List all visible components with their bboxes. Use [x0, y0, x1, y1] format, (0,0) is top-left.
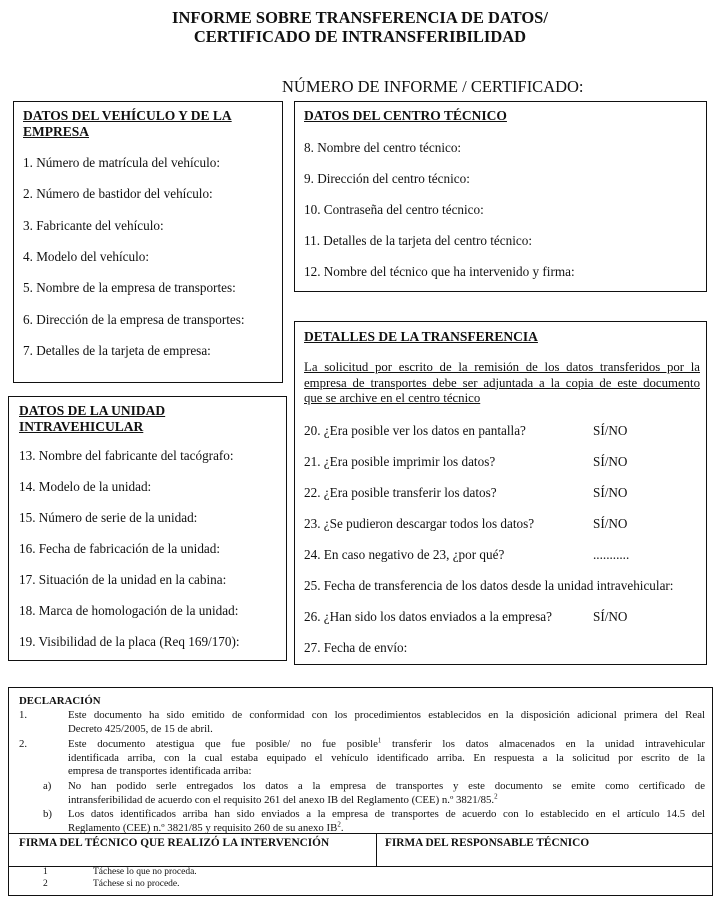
- signature-divider: [376, 834, 377, 866]
- form-title-line2: CERTIFICADO DE INTRANSFERIBILIDAD: [193, 27, 527, 46]
- answer-transfer-data[interactable]: SÍ/NO: [593, 485, 628, 500]
- vehicle-unit-section: [8, 396, 287, 661]
- declaration-option-a[interactable]: [68, 780, 705, 807]
- form-title-line1: INFORME SOBRE TRANSFERENCIA DE DATOS/: [172, 8, 548, 27]
- field-sent-date[interactable]: 27. Fecha de envío:: [304, 640, 408, 655]
- pa-line1: No han podido serle entregados los datos a la empresa de transportes y este documento se emite como certificado de: [68, 780, 705, 792]
- field-center-name[interactable]: 8. Nombre del centro técnico:: [304, 140, 462, 155]
- footnote-2-text: Táchese si no procede.: [93, 879, 180, 889]
- responsible-signature-field[interactable]: FIRMA DEL RESPONSABLE TÉCNICO: [385, 837, 590, 849]
- footnote-ref-2a: 2: [494, 792, 498, 800]
- field-center-password[interactable]: 10. Contraseña del centro técnico:: [304, 202, 484, 217]
- field-vehicle-manufacturer[interactable]: 3. Fabricante del vehículo:: [23, 218, 164, 233]
- answer-print-data[interactable]: SÍ/NO: [593, 454, 628, 469]
- footnote-ref-1: 1: [377, 736, 382, 745]
- field-company-address[interactable]: 6. Dirección de la empresa de transportes:: [23, 312, 245, 327]
- field-vehicle-vin[interactable]: 2. Número de bastidor del vehículo:: [23, 186, 213, 201]
- p2-line3: empresa de transportes identificada arriba:: [68, 765, 252, 778]
- declaration-num-1: 1.: [19, 709, 28, 721]
- field-unit-approval-mark[interactable]: 18. Marca de homologación de la unidad:: [19, 603, 239, 618]
- footnote-1-number: 1: [43, 867, 48, 877]
- field-vehicle-model[interactable]: 4. Modelo del vehículo:: [23, 249, 149, 264]
- answer-display-data[interactable]: SÍ/NO: [593, 423, 628, 438]
- note-line3: que se archive en el centro técnico: [304, 391, 481, 405]
- pb-line2: Reglamento (CEE) n.º 3821/85 y requisito 260 de su anexo $IB^2$.: [68, 820, 344, 834]
- answer-download-all[interactable]: SÍ/NO: [593, 516, 628, 531]
- declaration-paragraph-2: [68, 738, 705, 779]
- field-plate-visibility[interactable]: 19. Visibilidad de la placa (Req 169/170):: [19, 634, 240, 649]
- declaration-option-a-label: a): [43, 780, 52, 792]
- declaration-option-b[interactable]: [68, 808, 705, 835]
- vehicle-company-section: [13, 101, 283, 383]
- p2-line2: identificada arriba, con la cual estaba equipado el vehículo identificado arriba. En respuesta a la solicitud por escrito de la: [68, 751, 705, 764]
- footnote-2-number: 2: [43, 879, 48, 889]
- declaration-option-b-label: b): [43, 808, 52, 820]
- unit-heading-line1: DATOS DE LA UNIDAD: [19, 403, 166, 418]
- p1-line2: Decreto 425/2005, de 15 de abril.: [68, 722, 213, 735]
- pb-line1: Los datos identificados arriba han sido enviados a la empresa de transportes de acuerdo con lo establecido en el artículo 14.5 del: [68, 808, 705, 820]
- note-line1: La solicitud por escrito de la remisión de los datos transferidos por la: [304, 360, 700, 374]
- unit-section-heading: [19, 403, 165, 434]
- technical-center-section: [294, 101, 707, 292]
- transfer-details-section: [294, 321, 707, 665]
- field-unit-location[interactable]: 17. Situación de la unidad en la cabina:: [19, 572, 227, 587]
- question-transfer-data: 22. ¿Era posible transferir los datos?: [304, 485, 497, 500]
- field-transfer-date[interactable]: 25. Fecha de transferencia de los datos desde la unidad intravehicular:: [304, 578, 674, 593]
- question-print-data: 21. ¿Era posible imprimir los datos?: [304, 454, 496, 469]
- answer-sent-to-company[interactable]: SÍ/NO: [593, 609, 628, 624]
- field-unit-serial[interactable]: 15. Número de serie de la unidad:: [19, 510, 198, 525]
- footnote-ref-2b: 2: [337, 820, 341, 828]
- vehicle-section-heading: [23, 108, 232, 139]
- declaration-paragraph-1: [68, 709, 705, 736]
- transfer-section-heading: DETALLES DE LA TRANSFERENCIA: [304, 329, 538, 344]
- technician-signature-field[interactable]: FIRMA DEL TÉCNICO QUE REALIZÓ LA INTERVENCIÓN: [19, 837, 330, 849]
- question-sent-to-company: 26. ¿Han sido los datos enviados a la empresa?: [304, 609, 552, 624]
- field-tachograph-manufacturer[interactable]: 13. Nombre del fabricante del tacógrafo:: [19, 448, 234, 463]
- field-company-card[interactable]: 7. Detalles de la tarjeta de empresa:: [23, 343, 211, 358]
- field-unit-model[interactable]: 14. Modelo de la unidad:: [19, 479, 152, 494]
- field-company-name[interactable]: 5. Nombre de la empresa de transportes:: [23, 280, 236, 295]
- question-display-data: 20. ¿Era posible ver los datos en pantalla?: [304, 423, 526, 438]
- field-center-address[interactable]: 9. Dirección del centro técnico:: [304, 171, 470, 186]
- field-technician-name[interactable]: 12. Nombre del técnico que ha intervenido y firma:: [304, 264, 575, 279]
- vehicle-heading-line1: DATOS DEL VEHÍCULO Y DE LA: [23, 108, 232, 123]
- report-number-label: NÚMERO DE INFORME / CERTIFICADO:: [282, 77, 584, 96]
- signature-row: [9, 833, 712, 867]
- note-line2: empresa de transportes debe ser adjuntada a la copia de este documento: [304, 375, 700, 390]
- question-why-not: 24. En caso negativo de 23, ¿por qué?: [304, 547, 505, 562]
- center-section-heading: DATOS DEL CENTRO TÉCNICO: [304, 108, 507, 123]
- declaration-heading: DECLARACIÓN: [19, 695, 101, 707]
- p1-line1: Este documento ha sido emitido de conformidad con los procedimientos establecidos en la disposición adicional primera del Real: [68, 709, 705, 721]
- question-download-all: 23. ¿Se pudieron descargar todos los datos?: [304, 516, 535, 531]
- vehicle-heading-line2: EMPRESA: [23, 123, 90, 139]
- answer-why-not[interactable]: ...........: [593, 547, 630, 562]
- transfer-request-note: [304, 360, 700, 407]
- unit-heading-line2: INTRAVEHICULAR: [19, 418, 144, 434]
- field-vehicle-plate[interactable]: 1. Número de matrícula del vehículo:: [23, 155, 221, 170]
- field-center-card[interactable]: 11. Detalles de la tarjeta del centro técnico:: [304, 233, 532, 248]
- pa-line2: intransferibilidad de acuerdo con el requisito 261 del anexo IB del Reglamento (CEE) n.º 3821/85.$^2$: [68, 792, 498, 806]
- declaration-num-2: 2.: [19, 738, 28, 750]
- footnote-1-text: Táchese lo que no proceda.: [93, 867, 197, 877]
- declaration-section: [8, 687, 713, 896]
- field-unit-manufacture-date[interactable]: 16. Fecha de fabricación de la unidad:: [19, 541, 221, 556]
- p2-line1: Este documento atestigua que fue posible/ no fue posible$^1$ transferir los datos almacenados en la unidad intravehicular: [68, 736, 705, 750]
